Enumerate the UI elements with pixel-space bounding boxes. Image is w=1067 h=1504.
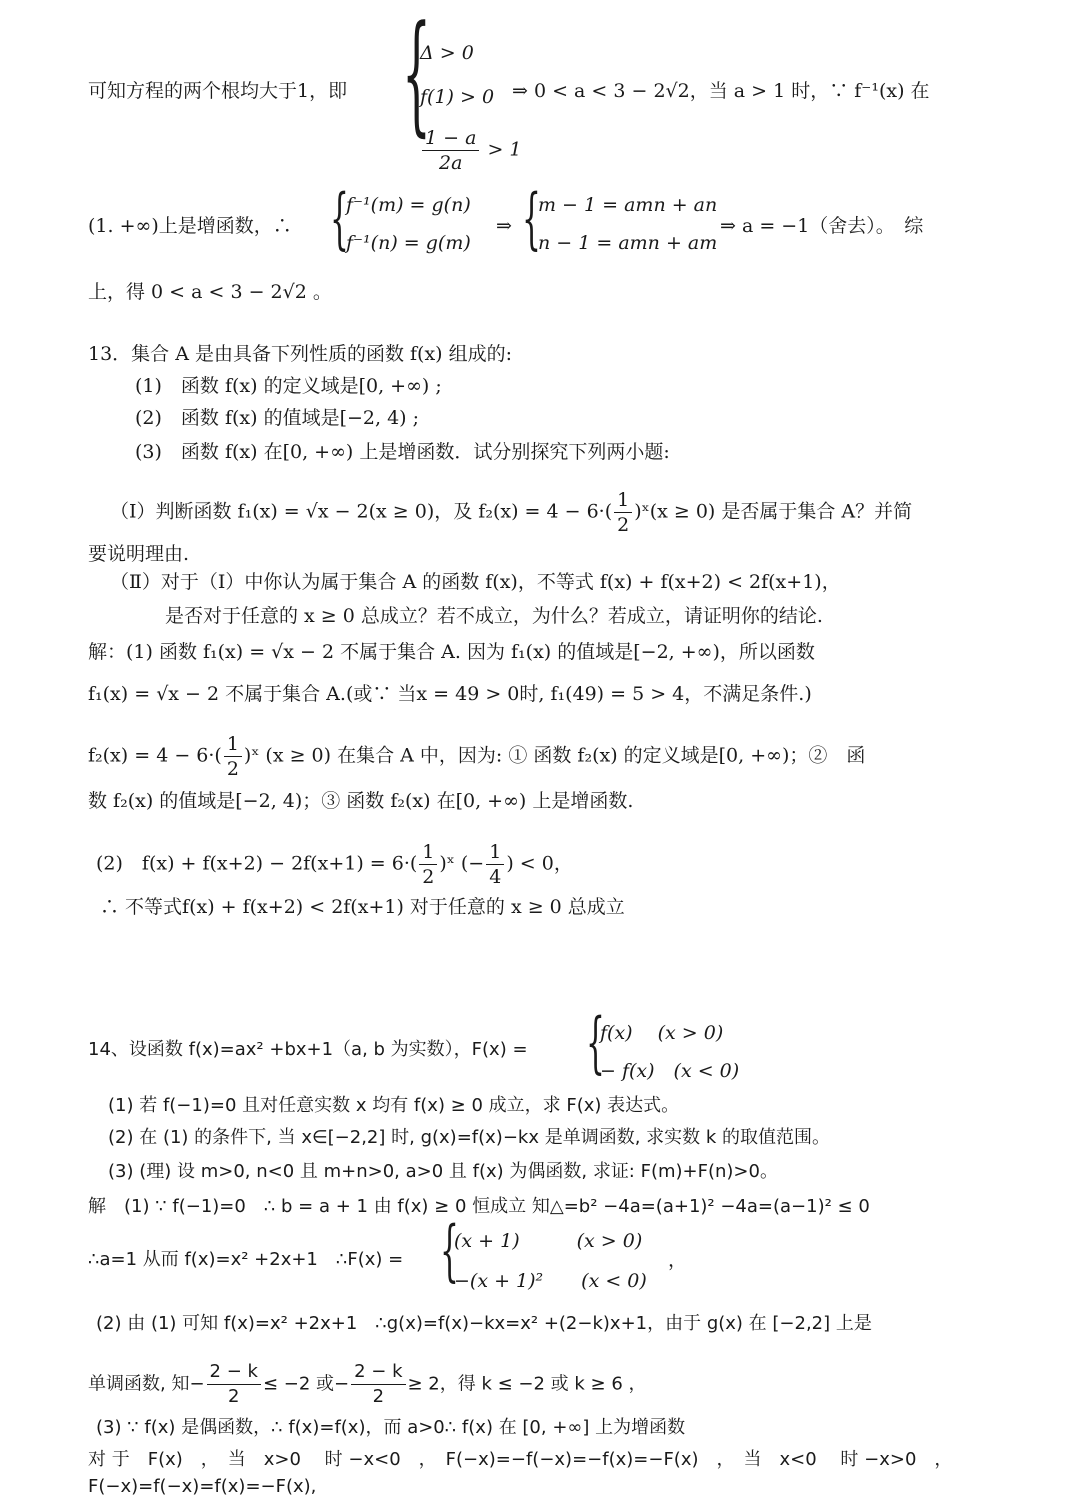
left-brace-icon: { [440,1212,459,1289]
p14-solution-2-end: ， [668,1249,688,1271]
quarter-den: 4 [489,866,502,888]
p13-question-1-cont: 要说明理由. [88,543,190,565]
p12-system2 [330,180,500,266]
p12-system1 [402,0,522,188]
sys1-row3 [420,126,522,175]
left-brace-icon: { [522,180,541,257]
F-result-case-2: −(x + 1)² (x < 0) [454,1270,647,1292]
p14-question-1: (1) 若 f(−1)=0 且对任意实数 x 均有 f(x) ≥ 0 成立，求 F(x) 表达式。 [108,1095,680,1116]
left-brace-icon: { [402,0,431,149]
sys1-row3-tail: > 1 [487,138,522,161]
p13-solution-4: 数 f₂(x) 的值域是[−2, 4)；③ 函数 f₂(x) 在[0, +∞) 上是增函数. [88,790,634,812]
half-den: 2 [226,758,239,780]
p12-system3 [522,180,722,266]
F-result-case-1: (x + 1) (x > 0) [454,1230,643,1252]
half-num: 1 [614,488,632,513]
p13-solution-1: 解：(1) 函数 f₁(x) = √x − 2 不属于集合 A. 因为 f₁(x) 的值域是[−2, +∞)，所以函数 [88,641,815,663]
p13-question-1 [110,488,987,537]
p14-question-3: (3) (理) 设 m>0, n<0 且 m+n>0, a>0 且 f(x) 为偶函数, 求证: F(m)+F(n)>0。 [108,1161,778,1182]
s3-text-b: )ˣ (x ≥ 0) 在集合 A 中，因为: ① 函数 f₂(x) 的定义域是[0, +∞)；② 函 [243,744,866,767]
p14-title: 14、设函数 f(x)=ax² +bx+1（a, b 为实数），F(x) = [88,1039,528,1060]
sys1-frac-num: 1 − a [422,126,479,151]
left-brace-icon: { [330,180,349,257]
p14-F-result [440,1212,680,1298]
sys2-row1: f⁻¹(m) = g(n) [346,194,471,216]
p13-condition-1: (1) 函数 f(x) 的定义域是[0, +∞) ; [135,375,442,397]
p14-solution-6: 对 于 F(x) ， 当 x>0 时 −x<0 ， F(−x)=−f(−x)=−f(x)=−F(x) ， 当 x<0 时 −x>0 ， [88,1449,953,1470]
half-num: 1 [224,732,242,757]
sys1-row1: Δ > 0 [420,42,474,64]
s5-text-a: (2) f(x) + f(x+2) − 2f(x+1) = 6·( [96,852,418,875]
p13-condition-3: (3) 函数 f(x) 在[0, +∞) 上是增函数．试分别探究下列两小题: [135,441,670,463]
p12-line2-head: (1. +∞)上是增函数，∴ [88,215,292,237]
p13-question-2-cont: 是否对于任意的 x ≥ 0 总成立？若不成立，为什么？若成立，请证明你的结论. [165,605,823,627]
F-case-2: − f(x) (x < 0) [600,1060,740,1082]
p14-solution-3: (2) 由 (1) 可知 f(x)=x² +2x+1 ∴g(x)=f(x)−kx=x² +(2−k)x+1，由于 g(x) 在 [−2,2] 上是 [96,1313,872,1334]
quarter-num: 1 [486,840,504,865]
p12-line3: 上，得 0 < a < 3 − 2√2 。 [88,281,332,303]
s5-text-c: ) < 0， [506,852,573,875]
s5-text-b: )ˣ (− [439,852,485,875]
half-den: 2 [422,866,435,888]
p12-line1-text: 可知方程的两个根均大于1，即 [88,80,348,102]
s4-frac-num: 2 − k [207,1360,261,1385]
F-case-1: f(x) (x > 0) [600,1022,724,1044]
p14-solution-1: 解 (1) ∵ f(−1)=0 ∴ b = a + 1 由 f(x) ≥ 0 恒成立 知△=b² −4a=(a+1)² −4a=(a−1)² ≤ 0 [88,1196,870,1217]
q1-text-a: （Ⅰ）判断函数 f₁(x) = √x − 2(x ≥ 0)，及 f₂(x) = 4 − 6·( [110,500,613,523]
s4-text-a: 单调函数, 知− [88,1373,205,1395]
s4-frac-den: 2 [228,1386,240,1407]
p12-line1-tail: ⇒ 0 < a < 3 − 2√2，当 a > 1 时，∵ f⁻¹(x) 在 [512,80,930,102]
p14-solution-2: ∴a=1 从而 f(x)=x² +2x+1 ∴F(x) = [88,1249,404,1270]
p13-solution-6: ∴ 不等式f(x) + f(x+2) < 2f(x+1) 对于任意的 x ≥ 0 总成立 [100,896,625,918]
p13-solution-5 [96,840,987,889]
left-brace-icon: { [586,1004,605,1081]
sys1-frac-den: 2a [439,152,463,174]
p14-solution-4 [88,1360,987,1409]
s4-text-c: ≥ 2，得 k ≤ −2 或 k ≥ 6 ， [407,1373,647,1395]
p14-solution-7: F(−x)=f(−x)=f(x)=−F(x), [88,1476,317,1497]
s4-frac-den: 2 [372,1386,385,1407]
implies-arrow: ⇒ [496,215,512,237]
s3-text-a: f₂(x) = 4 − 6·( [88,744,222,767]
p13-condition-2: (2) 函数 f(x) 的值域是[−2, 4) ; [135,407,420,429]
sys2-row2: f⁻¹(n) = g(m) [346,232,471,254]
p14-solution-5: (3) ∵ f(x) 是偶函数，∴ f(x)=f(x)，而 a>0∴ f(x) 在 [0, +∞] 上为增函数 [96,1417,686,1438]
half-den: 2 [617,514,630,536]
sys1-row2: f(1) > 0 [420,86,495,108]
p13-question-2: （Ⅱ）对于（Ⅰ）中你认为属于集合 A 的函数 f(x)，不等式 f(x) + f(x+2) < 2f(x+1)， [110,571,841,593]
q1-text-b: )ˣ(x ≥ 0) 是否属于集合 A？并简 [634,500,913,523]
sys3-row1: m − 1 = amn + an [538,194,718,216]
p14-question-2: (2) 在 (1) 的条件下, 当 x∈[−2,2] 时, g(x)=f(x)−kx 是单调函数, 求实数 k 的取值范围。 [108,1127,831,1148]
p14-F-definition [586,1004,786,1090]
sys3-row2: n − 1 = amn + am [538,232,718,254]
p13-solution-2: f₁(x) = √x − 2 不属于集合 A.(或∵ 当x = 49 > 0时, f₁(49) = 5 > 4，不满足条件.) [88,683,812,705]
p12-line2-tail: ⇒ a = −1（舍去）。 综 [720,215,924,237]
s4-frac-num: 2 − k [351,1360,405,1385]
p13-title: 13．集合 A 是由具备下列性质的函数 f(x) 组成的: [88,343,513,365]
s4-text-b: ≤ −2 或− [262,1373,350,1395]
p13-solution-3 [88,732,987,781]
half-num: 1 [419,840,437,865]
